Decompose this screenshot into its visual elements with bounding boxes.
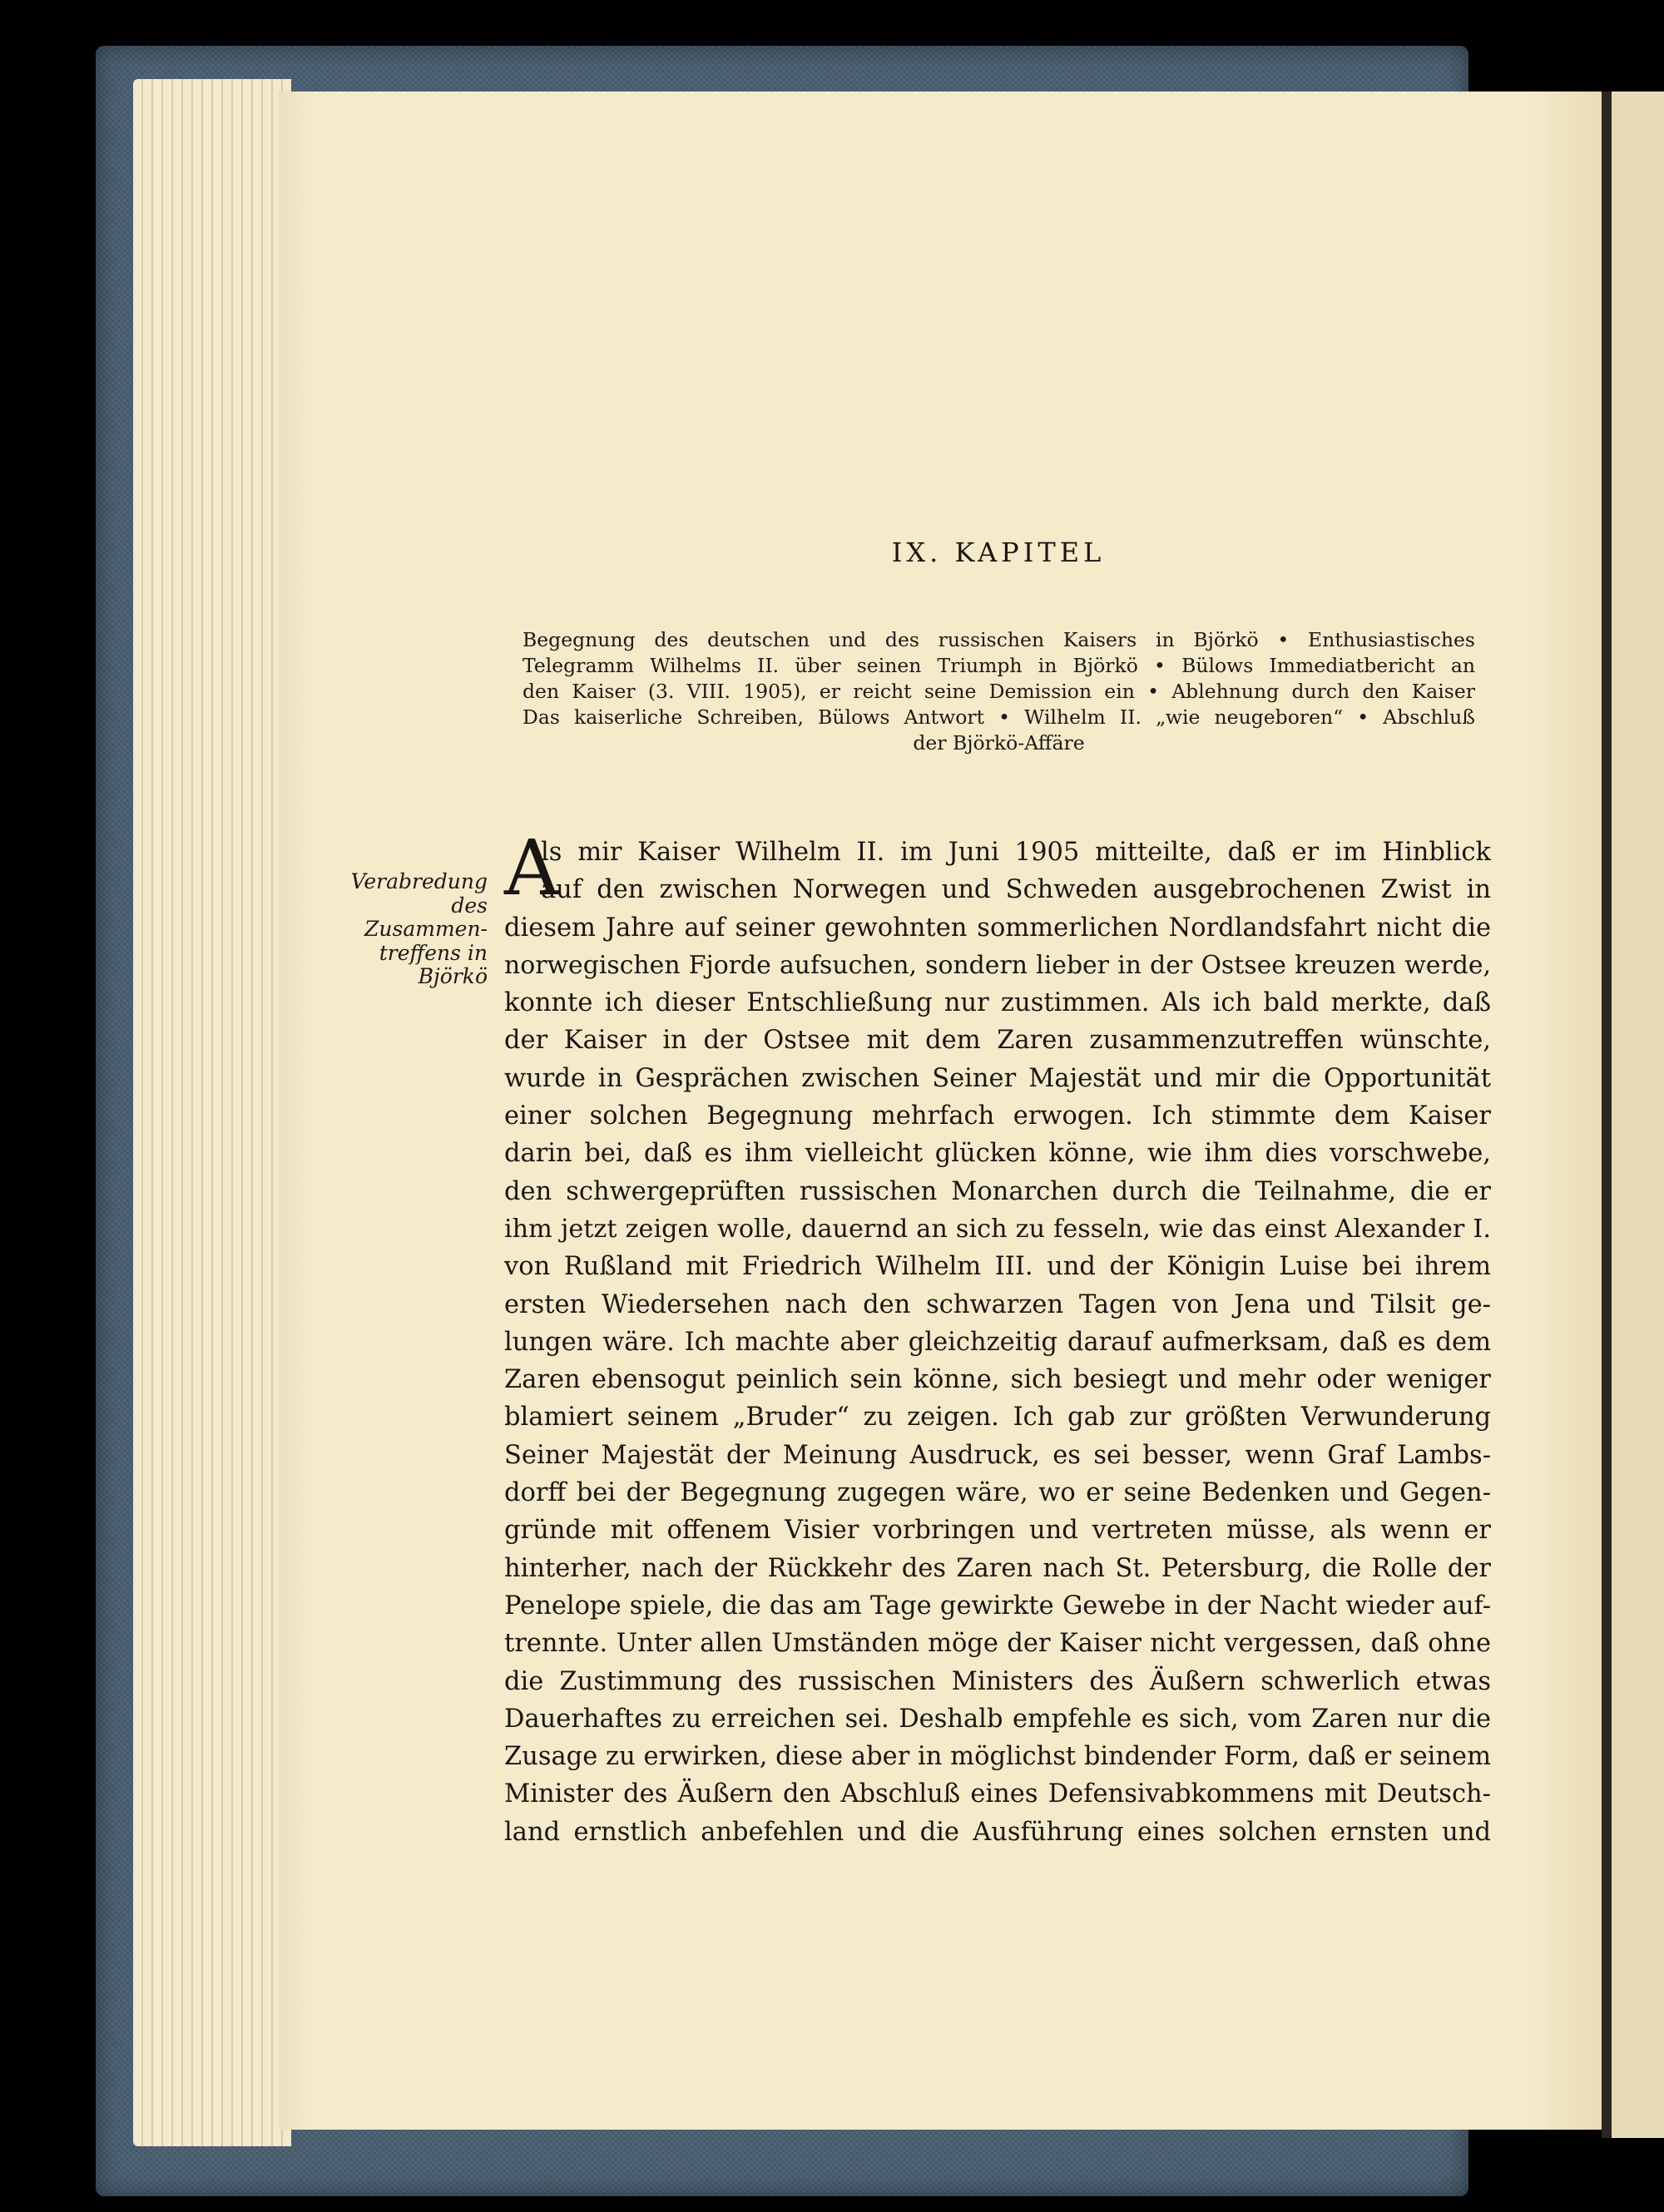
- body-line: dorff bei der Begegnung zugegen wäre, wo er seine Bedenken und Gegen-: [504, 1478, 1491, 1508]
- summary-line: Begegnung des deutschen und des russischen Kaisers in Björkö • Enthusiastisches: [522, 628, 1475, 651]
- body-line: lungen wäre. Ich machte aber gleichzeitig darauf aufmerksam, daß es dem: [504, 1327, 1491, 1357]
- body-line: diesem Jahre auf seiner gewohnten sommerlichen Nordlandsfahrt nicht die: [504, 913, 1491, 943]
- body-line: konnte ich dieser Entschließung nur zustimmen. Als ich bald merkte, daß: [504, 988, 1491, 1018]
- body-line: die Zustimmung des russischen Ministers des Äußern schwerlich etwas: [504, 1666, 1491, 1696]
- body-line: Penelope spiele, die das am Tage gewirkte Gewebe in der Nacht wieder auf-: [504, 1591, 1491, 1621]
- body-text: [504, 834, 1491, 1851]
- summary-line: der Björkö-Affäre: [913, 731, 1085, 755]
- marginal-note-line: Zusammen-: [364, 917, 488, 941]
- summary-line: Telegramm Wilhelms II. über seinen Triumph in Björkö • Bülows Immediatbericht an: [522, 654, 1475, 677]
- body-line: ersten Wiedersehen nach den schwarzen Tagen von Jena und Tilsit ge-: [504, 1289, 1491, 1319]
- marginal-note-line: treffens in: [379, 940, 488, 965]
- summary-line: den Kaiser (3. VIII. 1905), er reicht seine Demission ein • Ablehnung durch den Kaiser: [522, 680, 1475, 703]
- body-line: ihm jetzt zeigen wolle, dauernd an sich zu fesseln, wie das einst Alexander I.: [504, 1214, 1491, 1244]
- marginal-note-line: des: [451, 893, 488, 918]
- body-line: blamiert seinem „Bruder“ zu zeigen. Ich gab zur größten Verwunderung: [504, 1403, 1491, 1433]
- body-line: gründe mit offenem Visier vorbringen und vertreten müsse, als wenn er: [504, 1516, 1491, 1546]
- page-edges: [133, 79, 291, 2146]
- body-line: trennte. Unter allen Umständen möge der Kaiser nicht vergessen, daß ohne: [504, 1629, 1491, 1659]
- marginal-note-line: Björkö: [418, 964, 488, 988]
- summary-line: Das kaiserliche Schreiben, Bülows Antwort • Wilhelm II. „wie neugeboren“ • Abschluß: [522, 705, 1475, 729]
- body-line: wurde in Gesprächen zwischen Seiner Majestät und mir die Opportunität: [504, 1063, 1491, 1093]
- marginal-note-line: Verabredung: [350, 869, 488, 893]
- chapter-summary: [522, 627, 1475, 756]
- body-line: ls mir Kaiser Wilhelm II. im Juni 1905 mitteilte, daß er im Hinblick: [541, 838, 1491, 867]
- body-line: Dauerhaftes zu erreichen sei. Deshalb empfehle es sich, vom Zaren nur die: [504, 1704, 1491, 1734]
- marginal-note: [291, 870, 488, 989]
- body-line: von Rußland mit Friedrich Wilhelm III. und der Königin Luise bei ihrem: [504, 1252, 1491, 1282]
- body-line: einer solchen Begegnung mehrfach erwogen. Ich stimmte dem Kaiser: [504, 1101, 1491, 1131]
- body-line: norwegischen Fjorde aufsuchen, sondern lieber in der Ostsee kreuzen werde,: [504, 950, 1491, 980]
- body-line: darin bei, daß es ihm vielleicht glücken könne, wie ihm dies vorschwebe,: [504, 1139, 1491, 1169]
- body-line: land ernstlich anbefehlen und die Ausführung eines solchen ernsten und: [504, 1817, 1491, 1847]
- body-line: Zaren ebensogut peinlich sein könne, sich besiegt und mehr oder weniger: [504, 1365, 1491, 1395]
- drop-cap: A: [504, 824, 560, 913]
- body-line: Seiner Majestät der Meinung Ausdruck, es sei besser, wenn Graf Lambs-: [504, 1440, 1491, 1470]
- body-line: Zusage zu erwirken, diese aber in möglichst bindender Form, daß er seinem: [504, 1742, 1491, 1772]
- body-line: auf den zwischen Norwegen und Schweden ausgebrochenen Zwist in: [541, 875, 1491, 905]
- body-line: den schwergeprüften russischen Monarchen durch die Teilnahme, die er: [504, 1176, 1491, 1206]
- chapter-title: IX. KAPITEL: [891, 537, 1106, 568]
- body-line: der Kaiser in der Ostsee mit dem Zaren zusammenzutreffen wünschte,: [504, 1026, 1491, 1056]
- body-line: Minister des Äußern den Abschluß eines Defensivabkommens mit Deutsch-: [504, 1779, 1491, 1809]
- adjacent-page-edge: [1602, 92, 1664, 2138]
- body-line: hinterher, nach der Rückkehr des Zaren nach St. Petersburg, die Rolle der: [504, 1553, 1491, 1583]
